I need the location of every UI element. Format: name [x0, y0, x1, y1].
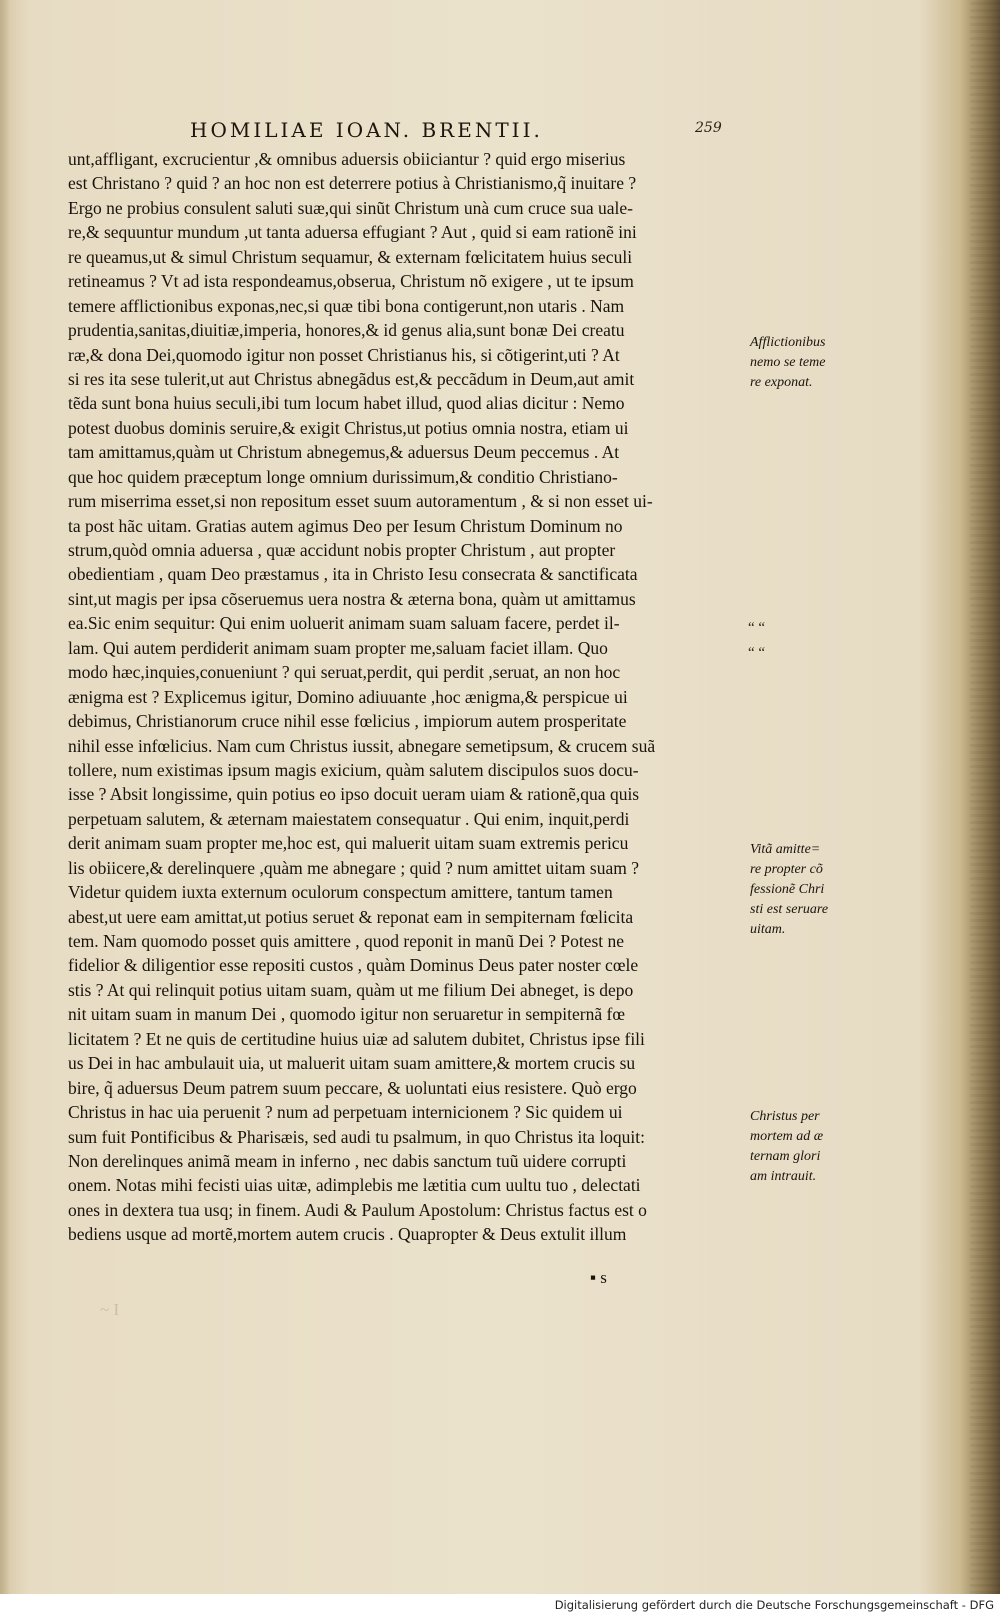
marginal-note-line: nemo se teme	[750, 355, 826, 370]
quotation-mark: “ “	[748, 620, 766, 636]
text-line: lam. Qui autem perdiderit animam suam propter me,saluam faciet illam. Quo	[68, 637, 608, 658]
text-line: sint,ut magis per ipsa cõseruemus uera nostra & æterna bona, quàm ut amittamus	[68, 588, 636, 609]
marginal-note-line: uitam.	[750, 922, 786, 937]
body-text	[68, 147, 738, 1247]
page-edge-shadow	[0, 0, 10, 1594]
text-line: re,& sequuntur mundum ,ut tanta aduersa effugiant ? Aut , quid si eam rationẽ ini	[68, 222, 637, 243]
running-head: HOMILIAE IOAN. BRENTII.	[190, 118, 543, 142]
text-line: prudentia,sanitas,diuitiæ,imperia, honores,& id genus alia,sunt bonæ Dei creatu	[68, 320, 625, 341]
signature-mark: ▪ s	[590, 1268, 607, 1287]
text-line: tollere, num existimas ipsum magis exicium, quàm salutem discipulos suos docu-	[68, 759, 639, 780]
marginal-note-line: am intrauit.	[750, 1169, 817, 1184]
text-line: Videtur quidem iuxta externum oculorum conspectum amittere, tantum tamen	[68, 882, 613, 903]
text-line: onem. Notas mihi fecisti uias uitæ, adimplebis me lætitia cum uultu tuo , delectati	[68, 1175, 641, 1196]
text-line: sum fuit Pontificibus & Pharisæis, sed audi tu psalmum, in quo Christus ita loquit:	[68, 1126, 646, 1147]
marginal-note-line: re propter cõ	[750, 862, 823, 877]
marginal-note-line: Afflictionibus	[750, 335, 826, 350]
text-line: ræ,& dona Dei,quomodo igitur non posset Christianus his, si cõtigerint,uti ? At	[68, 344, 620, 365]
text-line: strum,quòd omnia aduersa , quæ accidunt nobis propter Christum , aut propter	[68, 540, 616, 560]
text-line: retineamus ? Vt ad ista respondeamus,obserua, Christum nõ exigere , ut te ipsum	[68, 271, 634, 292]
text-line: temere afflictionibus exponas,nec,si quæ tibi bona contigerunt,non utaris . Nam	[68, 295, 625, 316]
text-line: rum miserrima esset,si non repositum esset suum autoramentum , & si non esset ui-	[68, 491, 653, 512]
text-line: fidelior & diligentior esse repositi custos , quàm Dominus Deus pater noster cœle	[68, 955, 639, 976]
text-line: que hoc quidem præceptum longe omnium durissimum,& conditio Christiano-	[68, 466, 618, 487]
marginal-note-losing-life	[750, 840, 865, 940]
text-line: tem. Nam quomodo posset quis amittere , quod reponit in manũ Dei ? Potest ne	[68, 931, 625, 951]
text-line: ta post hãc uitam. Gratias autem agimus Deo per Iesum Christum Dominum no	[68, 515, 623, 536]
text-line: tam amittamus,quàm ut Christum abnegemus,& aduersus Deum peccemus . At	[68, 442, 620, 463]
text-line: Ergo ne probius consulent saluti suæ,qui sinũt Christum unà cum cruce sua uale-	[68, 197, 633, 218]
funding-credit: Digitalisierung gefördert durch die Deutsche Forschungsgemeinschaft - DFG	[554, 1598, 994, 1612]
text-line: nit uitam suam in manum Dei , quomodo igitur non seruaretur in sempiternã fœ	[68, 1004, 625, 1025]
text-line: Non derelinques animã meam in inferno , nec dabis sanctum tuũ uidere corrupti	[68, 1150, 627, 1171]
text-line: tẽda sunt bona huius seculi,ibi tum locum habet illud, quod alias dicitur : Nemo	[68, 393, 625, 414]
marginal-note-line: re exponat.	[750, 375, 813, 390]
text-line: ænigma est ? Explicemus igitur, Domino adiuuante ,hoc ænigma,& perspicue ui	[68, 686, 628, 707]
text-line: Christus in hac uia peruenit ? num ad perpetuam internicionem ? Sic quidem ui	[68, 1102, 623, 1123]
text-line: derit animam suam propter me,hoc est, qui maluerit uitam suam extremis pericu	[68, 833, 629, 854]
text-line: licitatem ? Et ne quis de certitudine huius uiæ ad salutem dubitet, Christus ipse fili	[68, 1028, 645, 1049]
text-line: obedientiam , quam Deo præstamus , ita in Christo Iesu consecrata & sanctificata	[68, 564, 638, 585]
text-line: bire, q̃ aduersus Deum patrem suum peccare, & uoluntati eius resistere. Quò ergo	[68, 1077, 637, 1098]
text-line: bediens usque ad mortẽ,mortem autem crucis . Quapropter & Deus extulit illum	[68, 1224, 627, 1245]
text-line: modo hæc,inquies,conueniunt ? qui seruat,perdit, qui perdit ,seruat, an non hoc	[68, 662, 621, 683]
text-line: ea.Sic enim sequitur: Qui enim uoluerit animam suam saluam facere, perdet il-	[68, 613, 620, 634]
marginal-note-line: Christus per	[750, 1109, 820, 1124]
text-line: nihil esse infœlicius. Nam cum Christus iussit, abnegare semetipsum, & crucem suã	[68, 735, 656, 756]
marginal-note-afflictions	[750, 333, 865, 393]
marginal-note-line: Vitã amitte=	[750, 842, 821, 857]
marginal-note-line: mortem ad æ	[750, 1129, 824, 1144]
text-line: abest,ut uere eam amittat,ut potius seruet & reponat eam in sempiternam fœlicita	[68, 906, 634, 927]
marginal-note-line: sti est seruare	[750, 902, 829, 917]
text-line: lis obiicere,& derelinquere ,quàm me abnegare ; quid ? num amittet uitam suam ?	[68, 857, 639, 878]
text-line: re queamus,ut & simul Christum sequamur, & externam fœlicitatem huius seculi	[68, 246, 633, 267]
page-number: 259	[695, 120, 722, 136]
quotation-mark: “ “	[748, 645, 766, 661]
text-line: unt,affligant, excrucientur ,& omnibus aduersis obiiciantur ? quid ergo miserius	[68, 149, 626, 169]
text-line: si res ita sese tulerit,ut aut Christus abnegãdus est,& peccãdum in Deum,aut amit	[68, 368, 635, 389]
text-line: isse ? Absit longissime, quin potius eo ipso docuit ueram uiam & rationẽ,qua quis	[68, 784, 640, 805]
text-line: perpetuam salutem, & æternam maiestatem consequatur . Qui enim, inquit,perdi	[68, 808, 630, 829]
text-line: debimus, Christianorum cruce nihil esse fœlicius , impiorum autem prosperitate	[68, 711, 627, 732]
text-line: est Christano ? quid ? an hoc non est deterrere potius à Christianismo,q̃ inuitare ?	[68, 173, 637, 194]
marginal-note-christ-glory	[750, 1107, 865, 1187]
marginal-note-line: fessionẽ Chri	[750, 882, 825, 897]
footer-bar	[0, 1594, 1000, 1618]
marginal-note-line: ternam glori	[750, 1149, 821, 1164]
text-line: ones in dextera tua usq; in finem. Audi & Paulum Apostolum: Christus factus est o	[68, 1199, 647, 1220]
text-line: us Dei in hac ambulauit uia, ut maluerit uitam suam amittere,& mortem crucis su	[68, 1053, 636, 1074]
text-line: potest duobus dominis seruire,& exigit Christus,ut potius omnia nostra, etiam ui	[68, 417, 629, 438]
text-line: stis ? At qui relinquit potius uitam suam, quàm ut me filium Dei abneget, is depo	[68, 979, 634, 1000]
bleed-through-text: ~ I	[100, 1300, 120, 1319]
